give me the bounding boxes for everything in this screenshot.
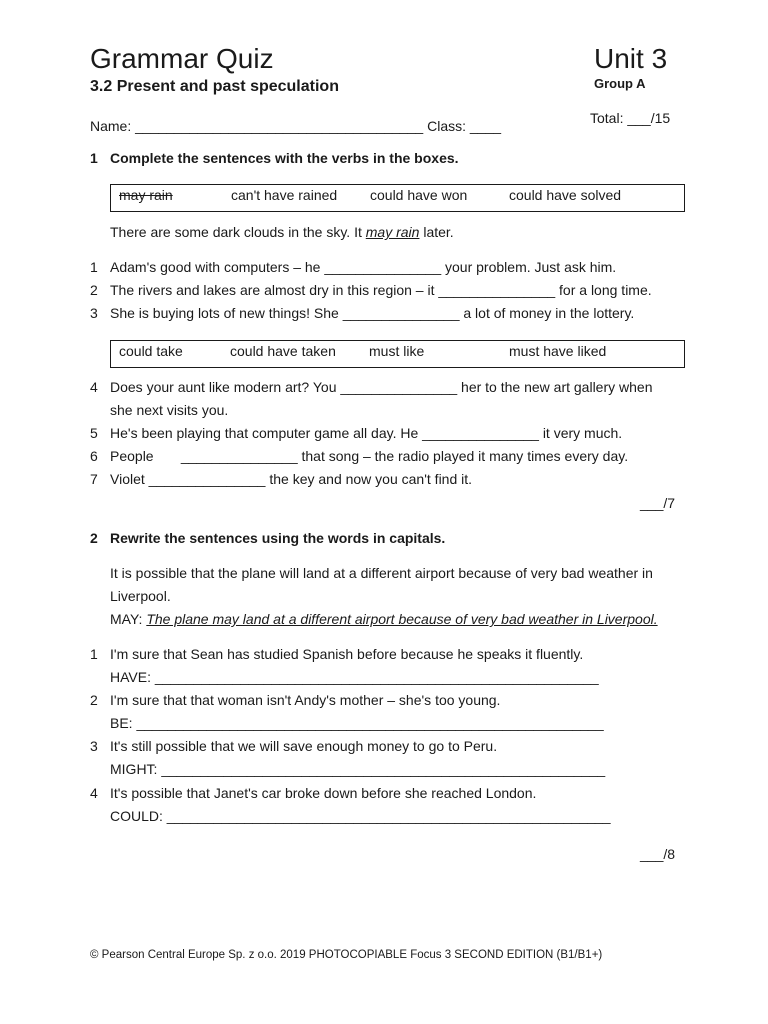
- item-number: 1: [90, 259, 98, 275]
- section2-instruction: Rewrite the sentences using the words in capitals.: [110, 530, 446, 546]
- rewrite-prompt: It's possible that Janet's car broke down before she reached London.: [110, 785, 537, 801]
- section1-number: 1: [90, 150, 98, 166]
- gap-fill-sentence[interactable]: Violet _______________ the key and now you can't find it.: [110, 471, 473, 487]
- item-number: 5: [90, 425, 98, 441]
- item-number: 1: [90, 646, 98, 662]
- gap-fill-sentence[interactable]: The rivers and lakes are almost dry in this region – it _______________ for a long time.: [110, 282, 652, 298]
- verb-option: could have solved: [509, 187, 622, 203]
- verb-option: must like: [369, 343, 425, 359]
- example-prompt-line1: It is possible that the plane will land at a different airport because of very bad weather in: [110, 565, 653, 581]
- gap-fill-sentence[interactable]: He's been playing that computer game all day. He _______________ it very much.: [110, 425, 623, 441]
- item-number: 4: [90, 379, 98, 395]
- rewrite-prompt: It's still possible that we will save enough money to go to Peru.: [110, 738, 498, 754]
- gap-fill-sentence[interactable]: Does your aunt like modern art? You _______________ her to the new art gallery when: [110, 379, 653, 395]
- rewrite-answer-line[interactable]: BE: ____________________________________________________________: [110, 715, 604, 731]
- group-label: Group A: [594, 76, 646, 91]
- gap-fill-sentence[interactable]: People _______________ that song – the radio played it many times every day.: [110, 448, 629, 464]
- example-answer: may rain: [365, 224, 420, 240]
- example-sentence: [110, 224, 454, 240]
- example-answer: The plane may land at a different airport because of very bad weather in Liverpool.: [146, 611, 658, 627]
- item-number: 3: [90, 738, 98, 754]
- total-score: Total: ___/15: [590, 110, 671, 126]
- quiz-subtitle: 3.2 Present and past speculation: [90, 78, 339, 95]
- example-prompt-line2: Liverpool.: [110, 588, 171, 604]
- gap-fill-sentence[interactable]: Adam's good with computers – he _______________ your problem. Just ask him.: [110, 259, 617, 275]
- item-number: 3: [90, 305, 98, 321]
- example-rewrite: [110, 611, 658, 627]
- section1-instruction: Complete the sentences with the verbs in the boxes.: [110, 150, 459, 166]
- example-prefix: There are some dark clouds in the sky. It: [110, 224, 366, 240]
- example-suffix: later.: [419, 224, 454, 240]
- rewrite-prompt: I'm sure that Sean has studied Spanish before because he speaks it fluently.: [110, 646, 584, 662]
- rewrite-prompt: I'm sure that that woman isn't Andy's mother – she's too young.: [110, 692, 501, 708]
- verb-option: could have won: [370, 187, 468, 203]
- copyright-footer: © Pearson Central Europe Sp. z o.o. 2019 PHOTOCOPIABLE Focus 3 SECOND EDITION (B1/B1+): [90, 949, 603, 961]
- section1-score: ___/7: [640, 495, 676, 511]
- unit-label: Unit 3: [594, 43, 668, 74]
- rewrite-answer-line[interactable]: HAVE: _________________________________________________________: [110, 669, 599, 685]
- rewrite-answer-line[interactable]: MIGHT: _________________________________________________________: [110, 761, 606, 777]
- item-number: 4: [90, 785, 98, 801]
- item-number: 6: [90, 448, 98, 464]
- verb-option: could have taken: [230, 343, 336, 359]
- gap-fill-sentence[interactable]: She is buying lots of new things! She _______________ a lot of money in the lottery.: [110, 305, 635, 321]
- section2-score: ___/8: [640, 846, 676, 862]
- quiz-title: Grammar Quiz: [90, 43, 274, 74]
- verb-box-1: [110, 184, 685, 212]
- item-number: 7: [90, 471, 98, 487]
- item-number: 2: [90, 692, 98, 708]
- verb-option: could take: [119, 343, 183, 359]
- verb-option: must have liked: [509, 343, 607, 359]
- name-class-field[interactable]: Name: _____________________________________ Class: ____: [90, 118, 502, 134]
- verb-option: may rain: [119, 187, 173, 203]
- rewrite-answer-line[interactable]: COULD: _________________________________________________________: [110, 808, 611, 824]
- section2-number: 2: [90, 530, 98, 546]
- verb-option: can't have rained: [231, 187, 338, 203]
- example-keyword: MAY:: [110, 611, 147, 627]
- verb-box-2: [110, 340, 685, 368]
- item-number: 2: [90, 282, 98, 298]
- gap-fill-continuation: she next visits you.: [110, 402, 229, 418]
